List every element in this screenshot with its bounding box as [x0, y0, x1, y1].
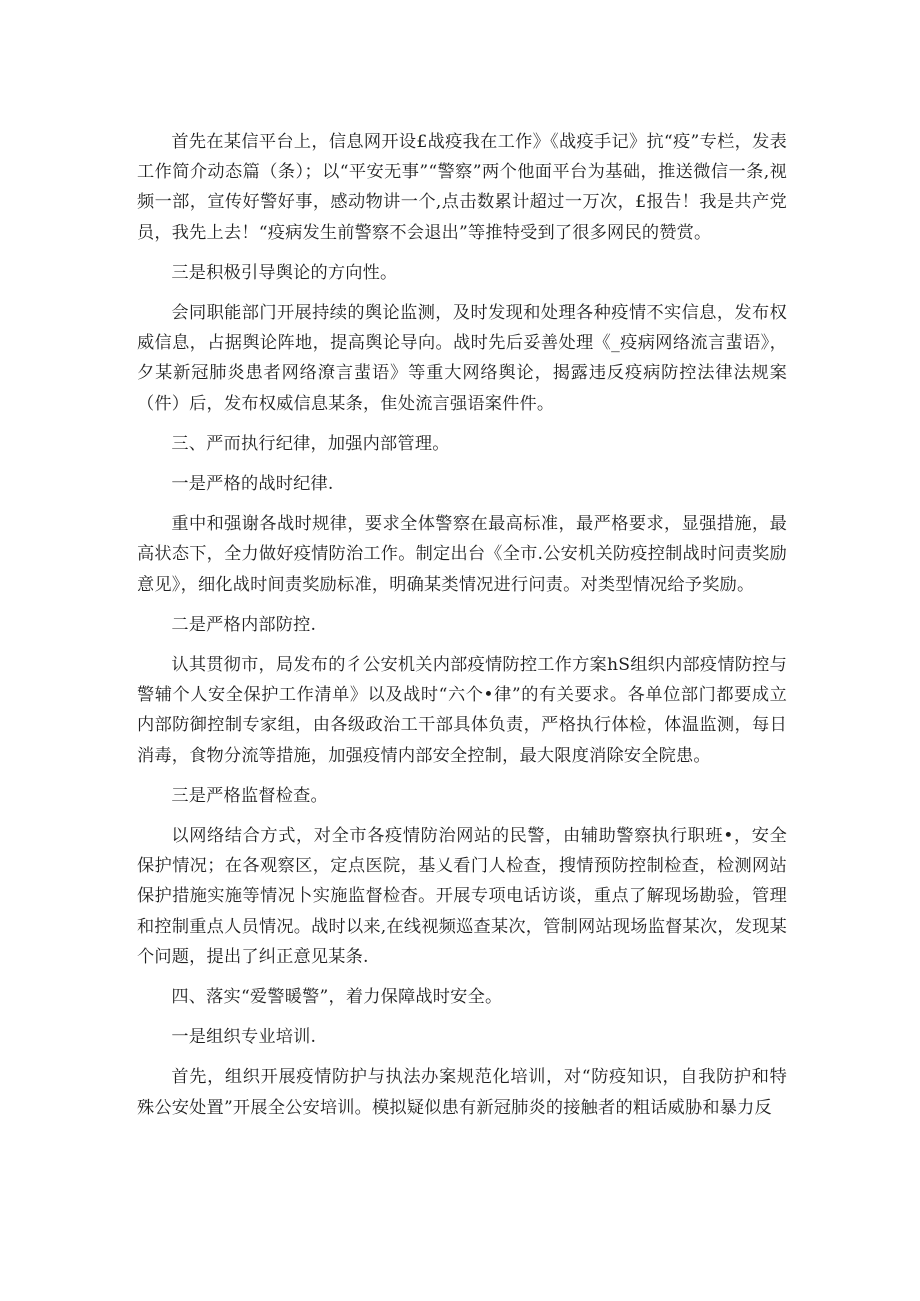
paragraph: 一是严格的战时纪律. — [171, 474, 334, 495]
paragraph: 首先在某信平台上，信息网开设£战疫我在工作》《战疫手记》抗“疫”专栏，发表工作简介动态篇（条）；以“平安无事”“警察”两个他面平台为基础，推送微信一条,视频一部，宣传好警好事，感动物讲一个,点击数累计超过一万次，£报告！我是共产党员，我先上去！“疫病发生前警察不会退出”等推特受到了很多网民的赞赏。 — [137, 132, 787, 243]
section-heading: 三、严而执行纪律，加强内部管理。 — [171, 433, 450, 454]
paragraph: 认其贯彻市，局发布的彳公安机关内部疫情防控工作方案hS组织内部疫情防控与警辅个人安全保护工作清单》以及战时“六个•律”的有关要求。各单位部门都要成立内部防御控制专家组，由各级政治工干部具体负责，严格执行体检，体温监测，每日消毒，食物分流等措施，加强疫情内部安全控制，最大限度消除安全院患。 — [137, 655, 787, 766]
paragraph: 重中和强谢各战时规律，要求全体警察在最高标准，最严格要求，显强措施，最高状态下，全力做好疫情防治工作。制定出台《全市.公安机关防疫控制战时问责奖励意见》，细化战时间责奖励标准，明确某类情况进行问责。对类型情况给予奖励。 — [137, 514, 787, 595]
paragraph: 首先，组织开展疫情防护与执法办案规范化培训，对“防疫知识，自我防护和特殊公安处置”开展全公安培训。模拟疑似患有新冠肺炎的接触者的粗话威胁和暴力反 — [137, 1067, 787, 1118]
paragraph: 会同职能部门开展持续的舆论监测，及时发现和处理各种疫情不实信息，发布权威信息，占据舆论阵地，提高舆论导向。战时先后妥善处理《_疫病网络流言蜚语》，夕某新冠肺炎患者网络潦言蜚语》等重大网络舆论，揭露违反疫病防控法律法规案（件）后，发布权威信息某条，隹处流言强语案件件。 — [137, 303, 787, 414]
paragraph: 以网络结合方式，对全市各疫情防治网站的民警，由辅助警察执行职班•，安全保护情况；在各观察区，定点医院，基乂看门人检查，搜情预防控制检查，检测网站保护措施实施等情况卜实施监督检杳。开展专项电话访谈，重点了解现场勘验，管理和控制重点人员情况。战时以来,在线视频巡查某次，管制网站现场监督某次，发现某个问题，提出了纠正意见某条. — [137, 826, 787, 967]
paragraph: 二是严格内部防控. — [171, 614, 317, 635]
section-heading: 四、落实“爱警暖警”，着力保障战时安全。 — [171, 987, 503, 1008]
paragraph: 三是积极引导舆论的方向性。 — [171, 262, 398, 283]
document-body — [137, 127, 787, 1133]
paragraph: 一是组织专业培训. — [171, 1027, 317, 1048]
paragraph: 三是严格监督检查。 — [171, 785, 328, 806]
